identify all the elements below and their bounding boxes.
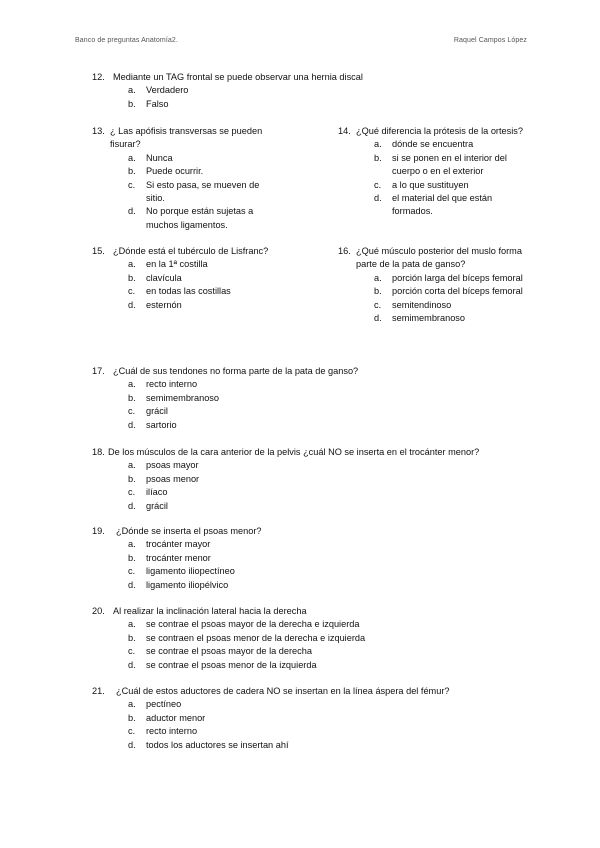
question-text: Al realizar la inclinación lateral hacia la derecha xyxy=(113,606,307,616)
question-text: Mediante un TAG frontal se puede observar una hernia discal xyxy=(113,72,363,82)
question-number: 13. xyxy=(92,126,105,136)
question-number: 20. xyxy=(92,606,105,616)
option: b. semimembranoso xyxy=(128,392,220,403)
option: c. grácil xyxy=(128,406,168,417)
question-text: ¿Dónde se inserta el psoas menor? xyxy=(116,526,262,536)
header-title: Banco de preguntas Anatomía2. xyxy=(75,37,178,44)
question-number: 18. xyxy=(92,447,105,457)
option: a. Nunca xyxy=(128,152,173,163)
option: d. semimembranoso xyxy=(374,313,466,324)
question-text: ¿Cuál de sus tendones no forma parte de la pata de ganso? xyxy=(113,366,359,376)
option: d. ligamento iliopélvico xyxy=(128,579,229,590)
question-14 xyxy=(338,125,524,219)
option: c. Si esto pasa, se mueven de sitio. xyxy=(128,179,260,204)
option: a. dónde se encuentra xyxy=(374,139,474,150)
question-13 xyxy=(92,125,280,232)
question-text: ¿Qué diferencia la prótesis de la ortesis? xyxy=(356,126,523,136)
option: b. se contraen el psoas menor de la derecha e izquierda xyxy=(128,632,366,643)
option: d. el material del que están formados. xyxy=(374,193,493,217)
question-text: ¿Cuál de estos aductores de cadera NO se insertan en la línea áspera del fémur? xyxy=(116,686,450,696)
option: b. Puede ocurrir. xyxy=(128,166,204,177)
question-text: De los músculos de la cara anterior de la pelvis ¿cuál NO se inserta en el trocánter menor? xyxy=(108,447,480,457)
question-number: 17. xyxy=(92,366,105,376)
option: c. ligamento iliopectíneo xyxy=(128,566,235,577)
option: a. en la 1ª costilla xyxy=(128,259,208,270)
option: a. porción larga del bíceps femoral xyxy=(374,272,523,283)
question-16 xyxy=(338,245,524,325)
question-number: 14. xyxy=(338,126,351,136)
option: d. grácil xyxy=(128,500,168,511)
question-number: 15. xyxy=(92,246,105,256)
option: d. sartorio xyxy=(128,419,177,430)
option: a. trocánter mayor xyxy=(128,539,211,550)
option: a. recto interno xyxy=(128,379,198,390)
question-12 xyxy=(92,71,532,111)
question-text: ¿Dónde está el tubérculo de Lisfranc? xyxy=(113,246,269,256)
option: a. Verdadero xyxy=(128,85,189,96)
option: b. psoas menor xyxy=(128,473,200,484)
option: b. trocánter menor xyxy=(128,552,211,563)
question-text: ¿Qué músculo posterior del muslo forma parte de la pata de ganso? xyxy=(356,246,522,270)
header-author: Raquel Campos López xyxy=(453,37,527,44)
option: a. se contrae el psoas mayor de la derecha e izquierda xyxy=(128,619,360,630)
option: c. en todas las costillas xyxy=(128,286,231,297)
option: b. clavícula xyxy=(128,272,182,283)
question-text: ¿ Las apófisis transversas se pueden fisurar? xyxy=(110,126,263,150)
option: d. todos los aductores se insertan ahí xyxy=(128,739,289,750)
option: c. recto interno xyxy=(128,726,198,737)
question-number: 21. xyxy=(92,686,105,696)
option: c. a lo que sustituyen xyxy=(374,179,469,190)
option: b. aductor menor xyxy=(128,712,206,723)
option: d. No porque están sujetas a muchos ligamentos. xyxy=(128,206,254,230)
question-number: 16. xyxy=(338,246,351,256)
question-number: 19. xyxy=(92,526,105,536)
question-19 xyxy=(92,525,532,592)
option: b. si se ponen en el interior del cuerpo o en el exterior xyxy=(374,152,507,177)
option: c. semitendinoso xyxy=(374,299,452,310)
question-15 xyxy=(92,245,292,312)
question-17 xyxy=(92,365,532,432)
question-18 xyxy=(92,446,532,513)
option: d. se contrae el psoas menor de la izquierda xyxy=(128,659,317,670)
question-21 xyxy=(92,685,532,752)
option: d. esternón xyxy=(128,299,182,310)
option: a. psoas mayor xyxy=(128,460,199,471)
option: b. Falso xyxy=(128,98,169,109)
option: c. ilíaco xyxy=(128,487,168,498)
option: b. porción corta del bíceps femoral xyxy=(374,286,523,297)
question-number: 12. xyxy=(92,72,105,82)
option: a. pectíneo xyxy=(128,699,182,710)
question-20 xyxy=(92,605,532,672)
option: c. se contrae el psoas mayor de la derecha xyxy=(128,646,312,657)
